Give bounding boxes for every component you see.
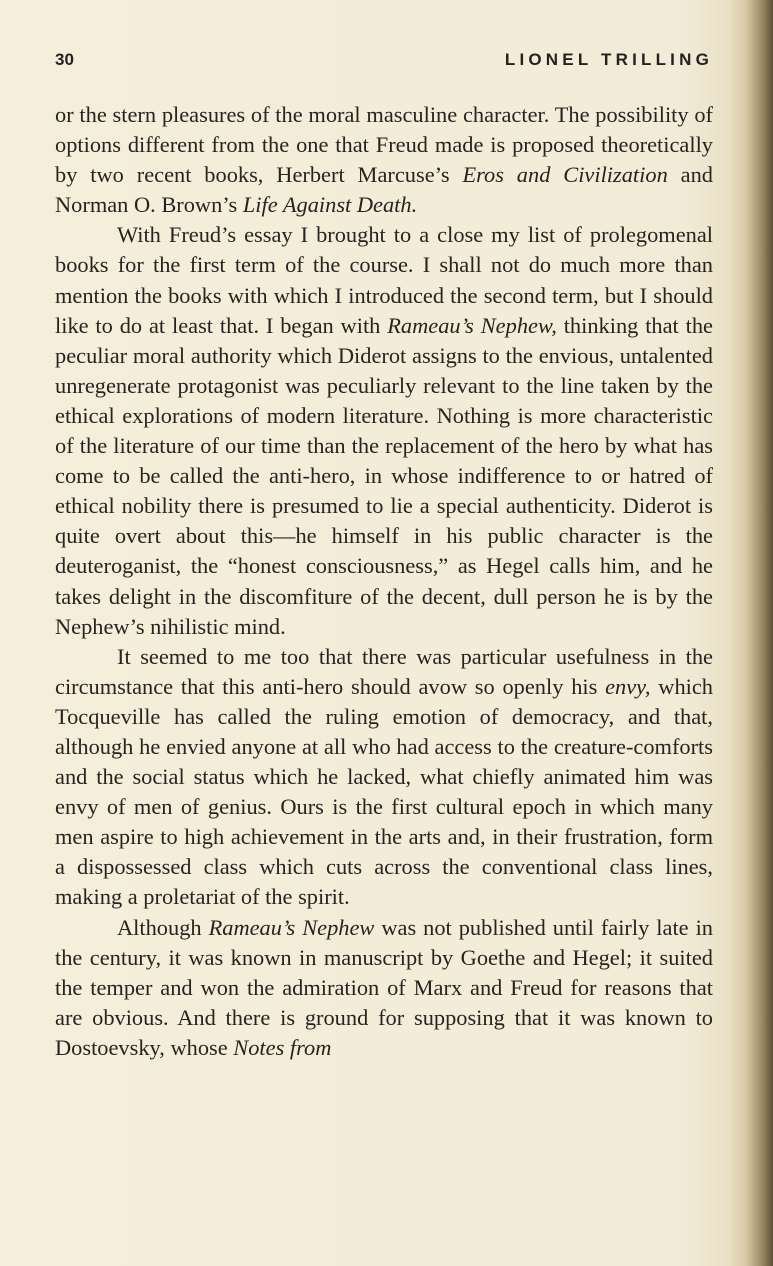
paragraph-4 (55, 913, 713, 1063)
page-header (55, 46, 713, 76)
body-text (55, 100, 713, 1063)
paragraph-1 (55, 100, 713, 220)
p4-text-1: Although (117, 914, 209, 940)
paragraph-2 (55, 220, 713, 641)
p3-italic-envy: envy, (605, 673, 651, 699)
page-number: 30 (55, 50, 74, 69)
running-head: LIONEL TRILLING (504, 50, 713, 69)
p1-text-1: or the stern pleasures of the moral masculine character. The possibility of options different from the one that Freud made is proposed theoretically by two recent books, Herbert Marcuse’s (55, 102, 713, 188)
p1-title-eros: Eros and Civilization (462, 162, 668, 188)
p2-text-2: thinking that the peculiar moral authority which Diderot assigns to the envious, untalented unregenerate protagonist was peculiarly relevant to the line taken by the ethical explorations of modern literature. Nothing is more characteristic of the literature of our time than the replacement of the hero by what has come to be called the anti-hero, in whose indifference to or hatred of ethical nobility there is presumed to lie a special authenticity. Diderot is quite overt about this—he himself in his public character is the deuteroganist, the “honest consciousness,” as Hegel calls him, and he takes delight in the discomfiture of the decent, dull person he is by the Nephew’s nihilistic mind. (55, 312, 713, 639)
p1-title-life-against-death: Life Against Death. (242, 192, 418, 218)
p2-text-1: With Freud’s essay I brought to a close my list of prolegomenal books for the first term of the course. I shall not do much more than mention the books with which I introduced the second term, but I should like to do at least that. I began with (55, 222, 713, 338)
p4-text-2: was not published until fairly late in the century, it was known in manuscript by Goethe and Hegel; it suited the temper and won the admiration of Marx and Freud for reasons that are obvious. And there is ground for supposing that it was known to Dostoevsky, whose (55, 914, 714, 1060)
p2-title-rameau: Rameau’s Nephew, (387, 312, 557, 338)
p1-text-2: and Norman O. Brown’s (55, 162, 713, 218)
p3-text-2: which Tocqueville has called the ruling emotion of democracy, and that, although he envied anyone at all who had access to the creature-comforts and the social status which he lacked, what chiefly animated him was envy of men of genius. Ours is the first cultural epoch in which many men aspire to high achievement in the arts and, in their frustration, form a dispossessed class which cuts across the conventional class lines, making a proletariat of the spirit. (55, 673, 713, 910)
p4-title-rameau: Rameau’s Nephew (208, 914, 375, 940)
p3-text-1: It seemed to me too that there was particular usefulness in the circumstance that this anti-hero should avow so openly his (55, 643, 713, 699)
p4-title-notes-from: Notes from (233, 1034, 332, 1060)
paragraph-3 (55, 642, 713, 913)
